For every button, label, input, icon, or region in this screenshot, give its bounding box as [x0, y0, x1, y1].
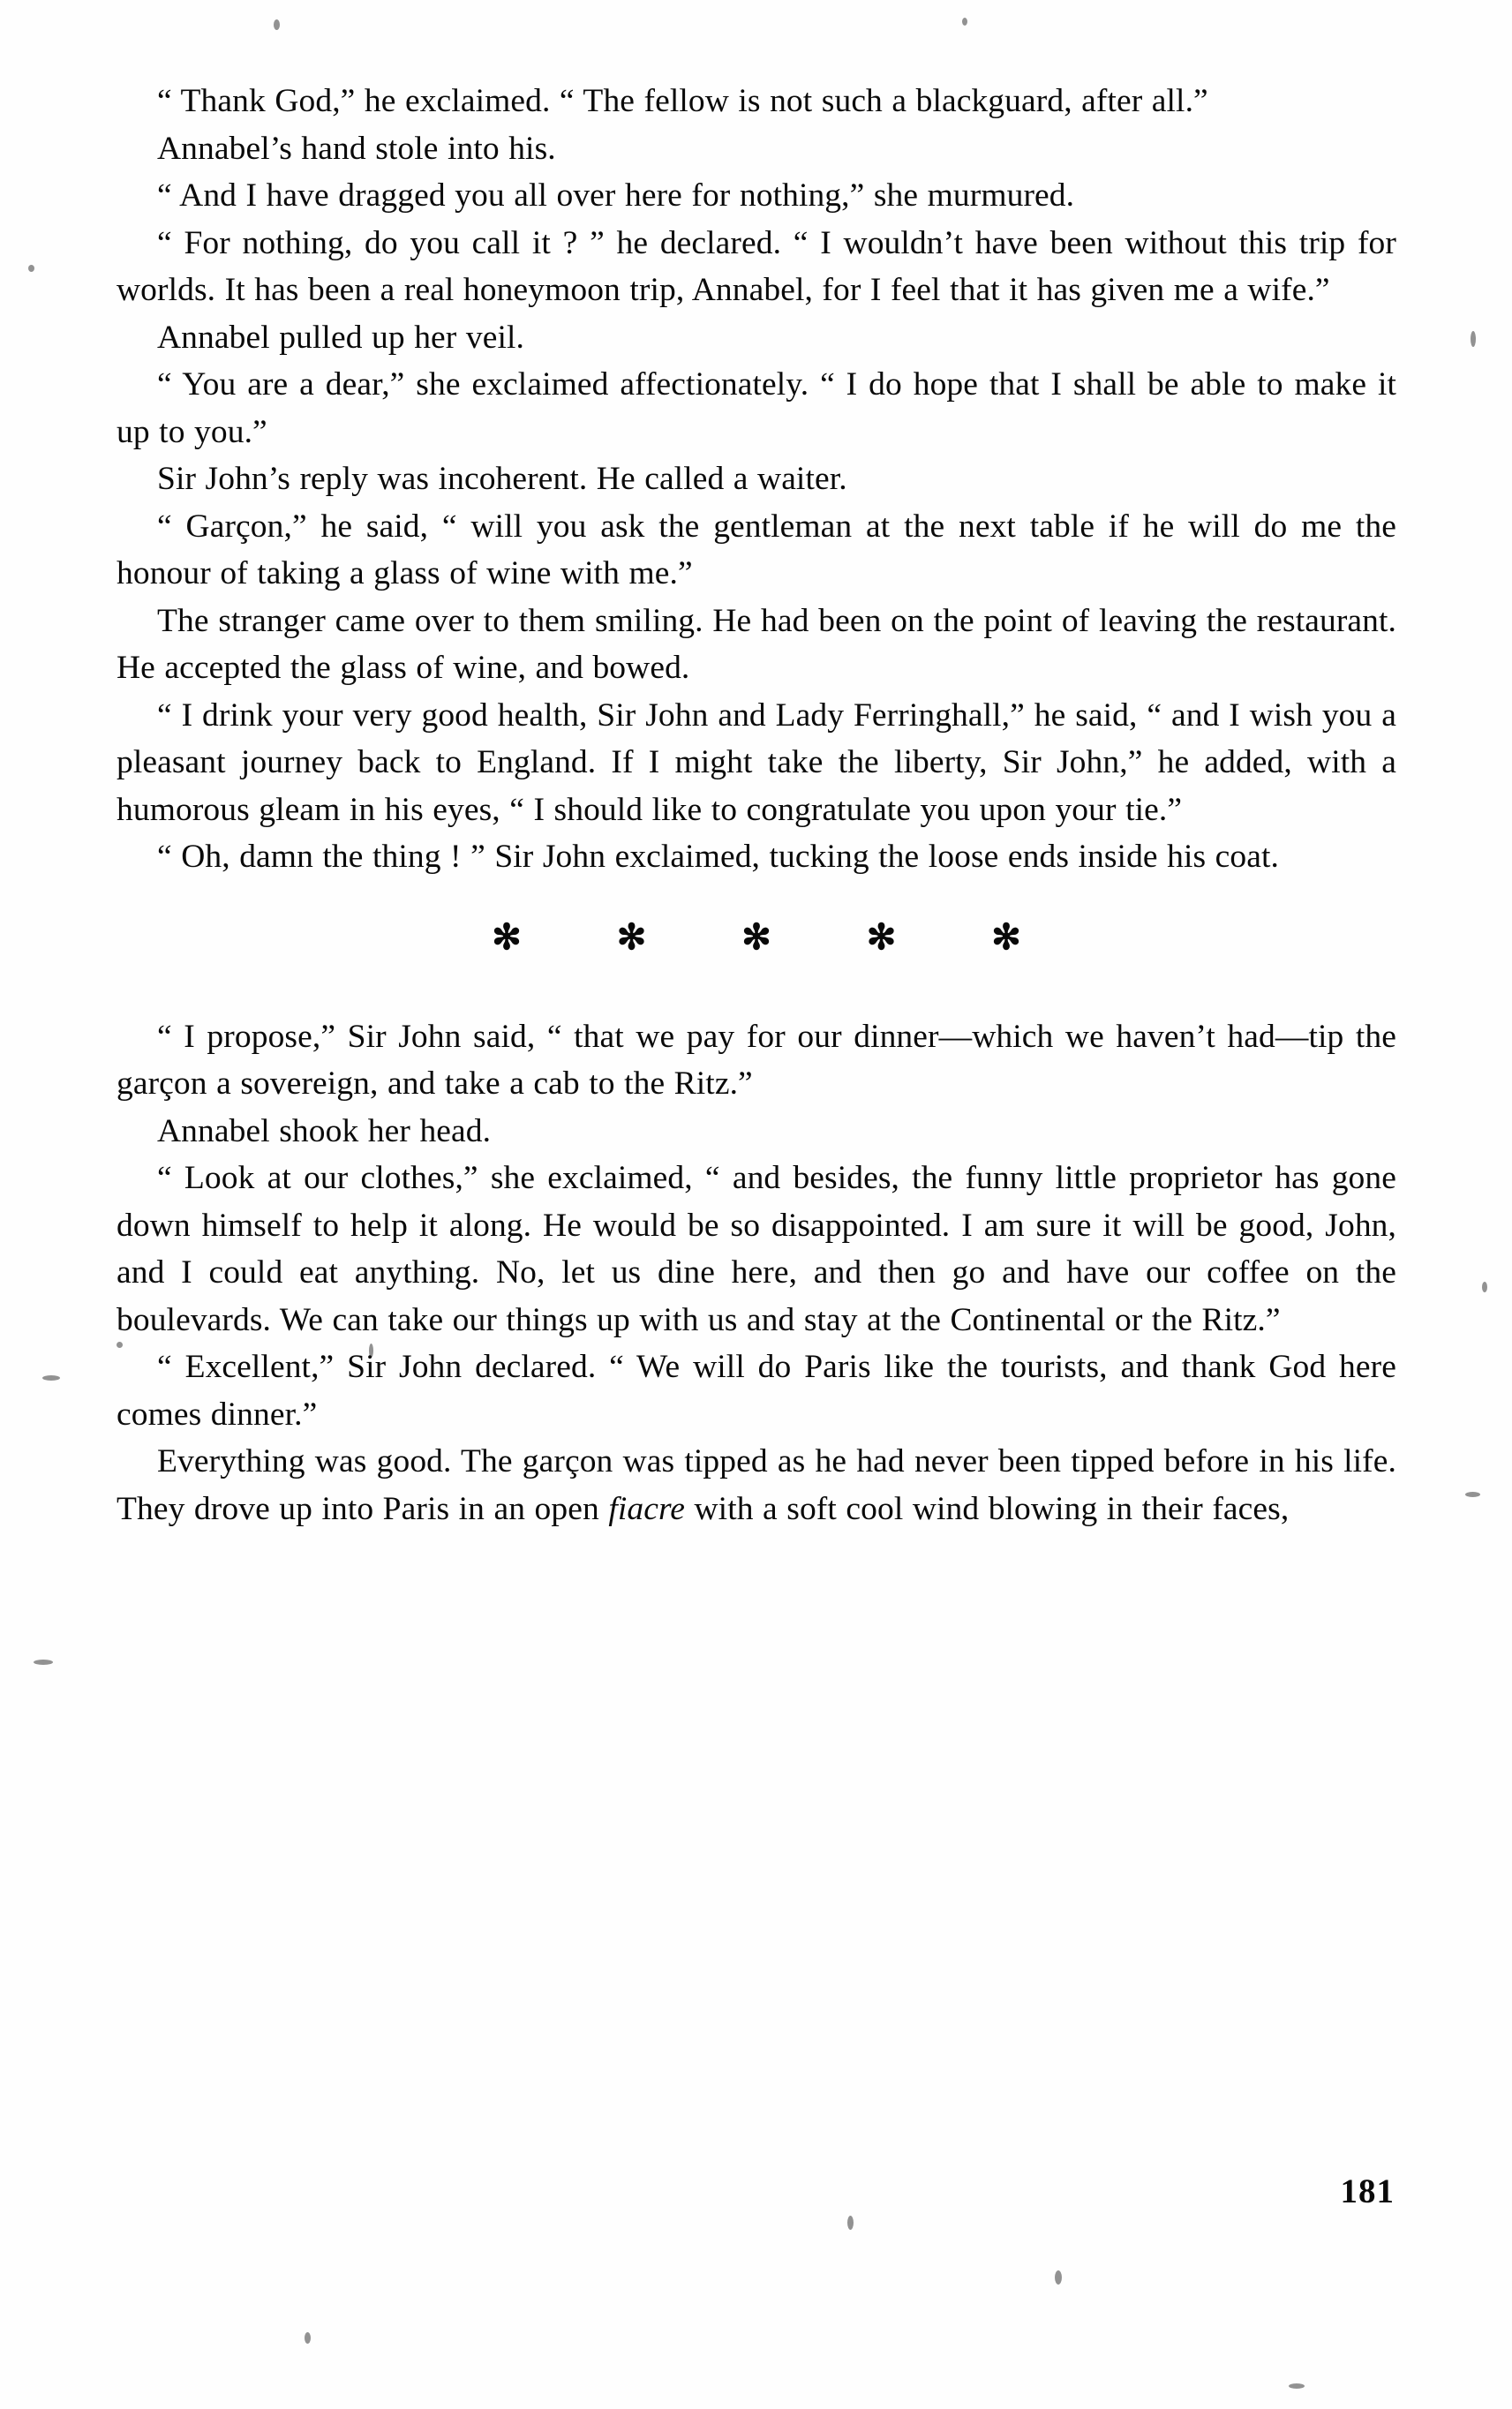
scan-speck	[1482, 1282, 1487, 1292]
paragraph-final	[117, 1438, 1396, 1532]
paragraph: “ I drink your very good health, Sir John and Lady Ferringhall,” he said, “ and I wish you a pleasant journey back to England. If I might take the liberty, Sir John,” he added, with a humorous gleam in his eyes, “ I should like to congratulate you upon your tie.”	[117, 696, 1396, 828]
asterisk-icon: ✻	[616, 916, 647, 957]
paragraph: Annabel pulled up her veil.	[157, 319, 524, 356]
asterisk-icon: ✻	[866, 916, 897, 957]
paragraph-text-after-italic: with a soft cool wind blowing in their faces,	[685, 1490, 1290, 1527]
body-text-after-break	[117, 1013, 1396, 1533]
scan-speck	[847, 2216, 854, 2230]
paragraph: “ And I have dragged you all over here for nothing,” she murmured.	[157, 177, 1075, 214]
asterisk-icon: ✻	[741, 916, 771, 957]
body-text	[117, 78, 1396, 1532]
scan-speck	[42, 1375, 60, 1381]
paragraph: “ You are a dear,” she exclaimed affectionately. “ I do hope that I shall be able to make it up to you.”	[117, 366, 1396, 450]
paragraph: “ For nothing, do you call it ? ” he declared. “ I wouldn’t have been without this trip for worlds. It has been a real honeymoon trip, Annabel, for I feel that it has given me a wife.”	[117, 224, 1396, 308]
scan-speck	[962, 18, 967, 26]
scan-speck	[1465, 1492, 1480, 1497]
paragraph: “ Garçon,” he said, “ will you ask the gentleman at the next table if he will do me the honour of taking a glass of wine with me.”	[117, 508, 1396, 591]
paragraph: “ Oh, damn the thing ! ” Sir John exclaimed, tucking the loose ends inside his coat.	[157, 839, 1280, 875]
scan-speck	[1055, 2270, 1062, 2285]
page-number: 181	[1340, 2172, 1395, 2210]
paragraph: Sir John’s reply was incoherent. He called a waiter.	[157, 461, 847, 497]
paragraph: The stranger came over to them smiling. He had been on the point of leaving the restaurant. He accepted the glass of wine, and bowed.	[117, 602, 1396, 686]
asterisk-icon: ✻	[492, 916, 522, 957]
asterisk-icon: ✻	[991, 916, 1021, 957]
paragraph: Annabel’s hand stole into his.	[157, 130, 556, 167]
scan-speck	[34, 1660, 53, 1665]
scan-speck	[1289, 2383, 1305, 2389]
paragraph: “ Thank God,” he exclaimed. “ The fellow is not such a blackguard, after all.”	[157, 83, 1208, 119]
paragraph: Annabel shook her head.	[157, 1112, 492, 1149]
section-break	[117, 881, 1396, 1013]
italic-word: fiacre	[608, 1490, 686, 1527]
paragraph: “ Excellent,” Sir John declared. “ We will do Paris like the tourists, and thank God here comes dinner.”	[117, 1349, 1396, 1433]
paragraph: “ Look at our clothes,” she exclaimed, “ and besides, the funny little proprietor has gone down himself to help it along. He would be so disappointed. I am sure it will be good, John, and I could eat anything. No, let us dine here, and then go and have our coffee on the boulevards. We can take our things up with us and stay at the Continental or the Ritz.”	[117, 1160, 1396, 1338]
section-break-stars	[492, 916, 1021, 957]
scan-speck	[305, 2332, 311, 2344]
paragraph-text-before-italic: Everything was good. The garçon was tipped as he had never been tipped before in his life. They drove up into Paris in an open	[117, 1443, 1396, 1527]
paragraph: “ I propose,” Sir John said, “ that we pay for our dinner—which we haven’t had—tip the garçon a sovereign, and take a cab to the Ritz.”	[117, 1018, 1396, 1102]
scan-speck	[274, 19, 280, 30]
scan-speck	[1471, 331, 1476, 347]
scan-speck	[28, 265, 34, 272]
